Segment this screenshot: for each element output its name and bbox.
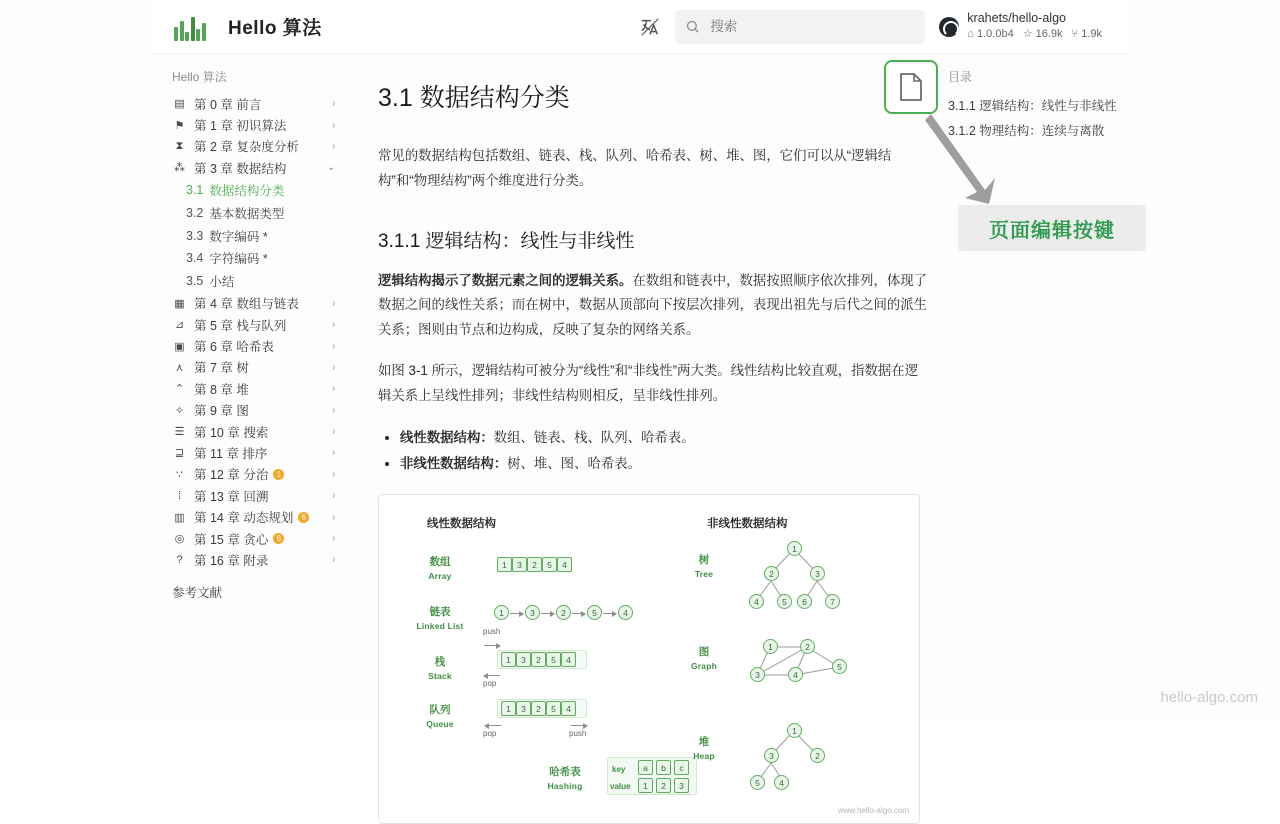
backtrack-icon: ⁞	[177, 489, 182, 502]
sidebar-item-3-4[interactable]	[172, 247, 345, 270]
sidebar-subitem-number: 3.1	[186, 182, 204, 197]
tree-icon: ⋏	[175, 361, 184, 374]
figure-heading-linear: 线性数据结构	[427, 518, 496, 531]
search-box[interactable]	[675, 10, 925, 44]
sidebar-item-chapter-13[interactable]	[172, 485, 345, 506]
chevron-right-icon[interactable]: ›	[331, 297, 335, 309]
figure-label-queue: 队列 Queue	[426, 704, 454, 730]
toc-title: 目录	[948, 70, 973, 84]
queue-cell: 5	[546, 701, 561, 716]
appendix-icon: ?	[176, 553, 183, 566]
hash-key-cell: b	[656, 760, 671, 775]
chevron-right-icon[interactable]: ›	[331, 361, 335, 373]
figure-label-hashing: 哈希表 Hashing	[547, 766, 583, 792]
stack-push-label: push	[483, 627, 501, 637]
linkedlist-node: 2	[556, 605, 571, 620]
divide-icon: ∵	[176, 468, 183, 481]
tree-node: 2	[764, 566, 779, 581]
chevron-right-icon[interactable]: ›	[331, 383, 335, 395]
array-cell: 4	[557, 557, 572, 572]
graph-node: 5	[832, 659, 847, 674]
repo-stars: ☆ 16.9k	[1022, 28, 1063, 41]
sidebar-item-label: 第 11 章 排序	[194, 446, 268, 461]
stack-cell: 1	[501, 652, 516, 667]
sidebar-item-3-5[interactable]	[172, 270, 345, 293]
site-brand-footer: hello-algo.com	[1160, 689, 1258, 706]
sidebar-item-chapter-10[interactable]	[172, 421, 345, 442]
hash-value-cell: 3	[674, 778, 689, 793]
top-header	[150, 0, 1130, 54]
list-item-lead: 非线性数据结构：	[400, 456, 508, 472]
hash-value-cell: 2	[656, 778, 671, 793]
hash-key-label: key	[612, 765, 626, 775]
chevron-right-icon[interactable]: ›	[331, 98, 335, 110]
graph-icon: ✧	[174, 404, 185, 417]
sidebar-item-chapter-3[interactable]	[172, 157, 345, 178]
sidebar-item-chapter-12[interactable]	[172, 464, 345, 485]
array-cell: 3	[512, 557, 527, 572]
stack-icon: ⊿	[174, 319, 185, 332]
stack-pop-arrow	[484, 675, 500, 676]
list-item-rest: 树、堆、图、哈希表。	[507, 456, 642, 472]
sidebar-subitem-number: 3.2	[186, 205, 204, 220]
sidebar-nav	[150, 54, 345, 720]
hash-value-label: value	[610, 782, 631, 792]
sidebar-title: Hello 算法	[172, 70, 227, 84]
array-cell: 1	[497, 557, 512, 572]
figure-label-stack: 栈 Stack	[428, 656, 452, 682]
sidebar-item-references[interactable]: 参考文献	[172, 585, 223, 600]
figure-watermark: www.hello-algo.com	[837, 806, 909, 816]
queue-push-arrow	[571, 725, 587, 726]
status-badge: 6	[298, 512, 309, 523]
toc-item-3-1-2[interactable]: 3.1.2 物理结构：连续与离散	[948, 124, 1105, 138]
array-cell: 2	[527, 557, 542, 572]
chevron-right-icon[interactable]: ›	[331, 140, 335, 152]
sidebar-item-chapter-4[interactable]	[172, 293, 345, 314]
book-icon: ▤	[174, 98, 185, 111]
graph-node: 2	[800, 639, 815, 654]
list-item-lead: 线性数据结构：	[400, 429, 494, 445]
queue-pop-label: pop	[483, 729, 497, 739]
hash-key-cell: a	[638, 760, 653, 775]
hello-algo-logo[interactable]	[174, 13, 212, 41]
graph-node: 1	[763, 639, 778, 654]
sidebar-item-label: 第 2 章 复杂度分析	[194, 140, 299, 155]
tree-node: 7	[825, 594, 840, 609]
annotation-arrow	[925, 112, 1015, 212]
site-title: Hello 算法	[228, 18, 322, 39]
sidebar-item-chapter-15[interactable]	[172, 528, 345, 549]
chevron-right-icon[interactable]: ›	[331, 490, 335, 502]
repo-version: ⌂ 1.0.0b4	[967, 28, 1014, 41]
page-title: 3.1 数据结构分类	[378, 84, 570, 112]
linkedlist-node: 3	[525, 605, 540, 620]
stack-cell: 3	[516, 652, 531, 667]
sidebar-item-chapter-6[interactable]	[172, 335, 345, 356]
linkedlist-node: 5	[587, 605, 602, 620]
paragraph-1-lead: 逻辑结构揭示了数据元素之间的逻辑关系。	[378, 272, 633, 288]
chevron-right-icon[interactable]: ›	[331, 426, 335, 438]
search-icon: ☰	[174, 426, 185, 439]
status-badge: 1	[273, 469, 284, 480]
list-item-rest: 数组、链表、栈、队列、哈希表。	[493, 429, 695, 445]
sidebar-item-label: 第 7 章 树	[194, 361, 249, 376]
chevron-right-icon[interactable]: ›	[331, 511, 335, 523]
heap-node: 5	[750, 775, 765, 790]
edit-document-icon	[898, 72, 924, 102]
linkedlist-arrow	[603, 613, 616, 614]
sidebar-item-label: 第 3 章 数据结构	[194, 161, 287, 176]
tree-node: 3	[810, 566, 825, 581]
heap-icon: ⌃	[174, 383, 185, 396]
sidebar-item-label: 第 15 章 贪心	[194, 532, 269, 547]
repo-forks: ⑂ 1.9k	[1071, 28, 1102, 41]
sidebar-item-label: 第 9 章 图	[194, 404, 249, 419]
sidebar-item-3-2[interactable]	[172, 201, 345, 224]
main-content	[360, 54, 930, 816]
chevron-right-icon[interactable]: ›	[331, 533, 335, 545]
chevron-right-icon[interactable]: ›	[331, 554, 335, 566]
stack-cell: 5	[546, 652, 561, 667]
queue-cell: 3	[516, 701, 531, 716]
graph-node: 3	[750, 667, 765, 682]
sidebar-item-3-1[interactable]	[172, 179, 345, 202]
sidebar-subitem-label: 数字编码 *	[209, 229, 268, 244]
section-heading-3-1-1: 3.1.1 逻辑结构：线性与非线性	[378, 230, 635, 252]
header-right-group	[639, 10, 1102, 44]
toc-item-3-1-1[interactable]: 3.1.1 逻辑结构：线性与非线性	[948, 99, 1117, 113]
dp-icon: ▥	[174, 511, 185, 524]
heap-node: 1	[787, 723, 802, 738]
chevron-right-icon[interactable]: ›	[331, 468, 335, 480]
sidebar-item-label: 第 13 章 回溯	[194, 489, 269, 504]
structure-icon: ⁂	[174, 162, 185, 175]
queue-cell: 2	[531, 701, 546, 716]
sidebar-subitem-label: 基本数据类型	[209, 206, 285, 221]
flag-icon: ⚑	[174, 119, 185, 132]
stack-push-arrow	[484, 645, 500, 646]
sidebar-subitem-number: 3.3	[186, 228, 204, 243]
figure-label-graph: 图 Graph	[690, 646, 718, 672]
chevron-right-icon[interactable]: ›	[331, 319, 335, 331]
tree-node: 4	[749, 594, 764, 609]
intro-paragraph: 常见的数据结构包括数组、链表、栈、队列、哈希表、树、堆、图，它们可以从“逻辑结构”和“物理结构”两个维度进行分类。	[378, 148, 892, 188]
chevron-right-icon[interactable]: ›	[331, 447, 335, 459]
figure-label-heap: 堆 Heap	[693, 736, 715, 762]
page-edit-button[interactable]	[884, 60, 938, 114]
tree-node: 6	[797, 594, 812, 609]
queue-pop-arrow	[485, 725, 501, 726]
greedy-icon: ◎	[174, 533, 185, 546]
array-cell: 5	[542, 557, 557, 572]
tree-node: 5	[777, 594, 792, 609]
queue-cell: 1	[501, 701, 516, 716]
sidebar-item-label: 第 6 章 哈希表	[194, 340, 274, 355]
sidebar-item-label: 第 0 章 前言	[194, 97, 262, 112]
search-icon	[685, 19, 700, 34]
sort-icon: ⊒	[174, 447, 185, 460]
chevron-right-icon[interactable]: ›	[331, 340, 335, 352]
sidebar-item-3-3[interactable]	[172, 224, 345, 247]
sidebar-item-chapter-11[interactable]	[172, 442, 345, 463]
list-item	[400, 425, 930, 452]
sidebar-item-label: 第 16 章 附录	[194, 553, 269, 568]
sidebar-subitem-label: 数据结构分类	[209, 183, 285, 198]
chevron-down-icon[interactable]: ⌄	[327, 162, 335, 174]
chevron-right-icon[interactable]: ›	[331, 404, 335, 416]
stack-cell: 2	[531, 652, 546, 667]
queue-cell: 4	[561, 701, 576, 716]
heap-node: 3	[764, 748, 779, 763]
sidebar-item-chapter-5[interactable]	[172, 314, 345, 335]
linkedlist-arrow	[510, 613, 523, 614]
sidebar-item-label: 第 8 章 堆	[194, 382, 249, 397]
hash-value-cell: 1	[638, 778, 653, 793]
linkedlist-node: 1	[494, 605, 509, 620]
sidebar-item-chapter-1[interactable]	[172, 114, 345, 135]
figure-label-linkedlist: 链表 Linked List	[416, 606, 464, 632]
translate-icon[interactable]	[639, 16, 661, 38]
sidebar-subitem-number: 3.5	[186, 274, 204, 289]
heap-node: 4	[774, 775, 789, 790]
hash-icon: ▣	[174, 340, 185, 353]
hourglass-icon: ⧗	[175, 139, 184, 152]
sidebar-item-chapter-7[interactable]	[172, 357, 345, 378]
hash-key-cell: c	[674, 760, 689, 775]
tree-node: 1	[787, 541, 802, 556]
sidebar-item-label: 第 5 章 栈与队列	[194, 318, 287, 333]
sidebar-item-chapter-14[interactable]	[172, 506, 345, 527]
sidebar-item-chapter-16[interactable]	[172, 549, 345, 570]
sidebar-item-label: 第 1 章 初识算法	[194, 119, 287, 134]
graph-node: 4	[788, 667, 803, 682]
repo-name: krahets/hello-algo	[967, 10, 1066, 25]
data-structure-classification-figure	[378, 494, 920, 824]
status-badge: 6	[273, 533, 284, 544]
heap-node: 2	[810, 748, 825, 763]
sidebar-item-chapter-0[interactable]	[172, 93, 345, 114]
paragraph-2: 如图 3-1 所示，逻辑结构可被分为“线性”和“非线性”两大类。线性结构比较直观，指数据在逻辑关系上呈线性排列；非线性结构则相反，呈非线性排列。	[378, 362, 919, 403]
list-item	[400, 451, 930, 478]
annotation-text: 页面编辑按键	[989, 219, 1115, 242]
sidebar-item-chapter-9[interactable]	[172, 400, 345, 421]
linkedlist-node: 4	[618, 605, 633, 620]
github-icon	[939, 17, 959, 37]
sidebar-item-chapter-2[interactable]	[172, 136, 345, 157]
paragraph-1-rest: 在数组和链表中，数据按照顺序依次排列，体现了数据之间的线性关系；而在树中，数据从顶部向下按层次排列，表现出祖先与后代之间的派生关系；图则由节点和边构成，反映了复杂的网络关系。	[378, 272, 928, 338]
stack-cell: 4	[561, 652, 576, 667]
sidebar-item-chapter-8[interactable]	[172, 378, 345, 399]
sidebar-subitem-label: 小结	[209, 275, 235, 290]
search-input[interactable]	[708, 18, 915, 35]
array-icon: ▦	[174, 297, 185, 310]
sidebar-item-label: 第 12 章 分治	[194, 468, 269, 483]
sidebar-item-label: 第 4 章 数组与链表	[194, 297, 299, 312]
sidebar-subitem-label: 字符编码 *	[209, 252, 268, 267]
linkedlist-arrow	[572, 613, 585, 614]
queue-push-label: push	[569, 729, 587, 739]
classification-list	[378, 425, 930, 479]
sidebar-subitem-number: 3.4	[186, 251, 204, 266]
paragraph-1	[378, 269, 930, 343]
sidebar-item-label: 第 10 章 搜索	[194, 425, 269, 440]
chevron-right-icon[interactable]: ›	[331, 119, 335, 131]
figure-heading-nonlinear: 非线性数据结构	[707, 518, 788, 531]
annotation-callout	[958, 205, 1146, 251]
github-repo-link[interactable]	[939, 11, 1102, 42]
linkedlist-arrow	[541, 613, 554, 614]
figure-label-tree: 树 Tree	[694, 554, 714, 580]
figure-label-array: 数组 Array	[428, 556, 452, 582]
sidebar-item-label: 第 14 章 动态规划	[194, 511, 294, 526]
stack-pop-label: pop	[483, 679, 497, 689]
